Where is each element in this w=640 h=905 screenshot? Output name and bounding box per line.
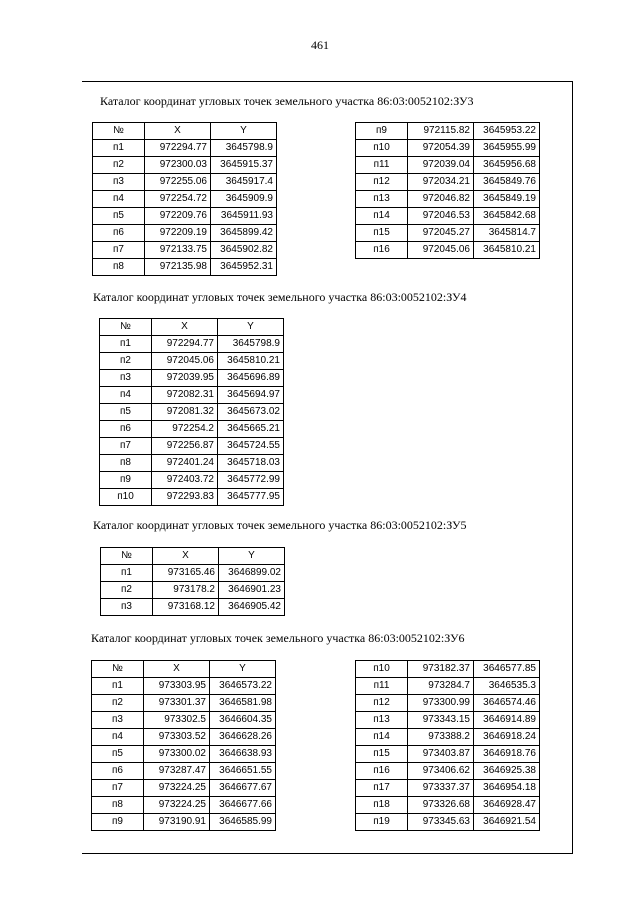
y-cell: 3645952.31 (211, 259, 277, 276)
table-row (356, 695, 540, 712)
y-cell: 3645696.89 (218, 370, 284, 387)
table-row (93, 242, 277, 259)
point-cell: п3 (101, 599, 153, 616)
coords-table-zu6-part1 (91, 660, 276, 831)
table-row (356, 814, 540, 831)
x-cell: 972255.06 (145, 174, 211, 191)
y-cell: 3646535.3 (474, 678, 540, 695)
point-cell: п19 (356, 814, 408, 831)
header-x: X (152, 319, 218, 336)
y-cell: 3645777.95 (218, 489, 284, 506)
x-cell: 973303.52 (144, 729, 210, 746)
x-cell: 973403.87 (408, 746, 474, 763)
table-row (92, 712, 276, 729)
y-cell: 3646574.46 (474, 695, 540, 712)
y-cell: 3646954.18 (474, 780, 540, 797)
point-cell: п8 (93, 259, 145, 276)
coords-table-zu6-part2 (355, 660, 540, 831)
y-cell: 3645955.99 (474, 140, 540, 157)
point-cell: п6 (93, 225, 145, 242)
y-cell: 3646918.76 (474, 746, 540, 763)
table-row (100, 336, 284, 353)
y-cell: 3646899.02 (219, 565, 285, 582)
y-cell: 3646585.99 (210, 814, 276, 831)
x-cell: 972045.06 (408, 242, 474, 259)
header-num: № (92, 661, 144, 678)
page-number: 461 (311, 38, 329, 52)
x-cell: 973388.2 (408, 729, 474, 746)
x-cell: 972039.95 (152, 370, 218, 387)
table-row (356, 712, 540, 729)
y-cell: 3646628.26 (210, 729, 276, 746)
point-cell: п12 (356, 695, 408, 712)
y-cell: 3645902.82 (211, 242, 277, 259)
table-row (100, 472, 284, 489)
header-x: X (144, 661, 210, 678)
point-cell: п9 (92, 814, 144, 831)
header-y: Y (218, 319, 284, 336)
y-cell: 3646581.98 (210, 695, 276, 712)
header-y: Y (219, 548, 285, 565)
point-cell: п2 (92, 695, 144, 712)
point-cell: п17 (356, 780, 408, 797)
table-row (101, 565, 285, 582)
y-cell: 3645915.37 (211, 157, 277, 174)
y-cell: 3645956.68 (474, 157, 540, 174)
point-cell: п11 (356, 678, 408, 695)
point-cell: п2 (100, 353, 152, 370)
x-cell: 973300.02 (144, 746, 210, 763)
y-cell: 3645810.21 (474, 242, 540, 259)
y-cell: 3646921.54 (474, 814, 540, 831)
point-cell: п7 (92, 780, 144, 797)
x-cell: 973182.37 (408, 661, 474, 678)
point-cell: п6 (92, 763, 144, 780)
y-cell: 3645917.4 (211, 174, 277, 191)
point-cell: п18 (356, 797, 408, 814)
coords-table-zu5 (100, 547, 285, 616)
y-cell: 3646677.67 (210, 780, 276, 797)
table-row (356, 678, 540, 695)
point-cell: п3 (93, 174, 145, 191)
y-cell: 3646901.23 (219, 582, 285, 599)
x-cell: 972254.72 (145, 191, 211, 208)
x-cell: 972115.82 (408, 123, 474, 140)
point-cell: п13 (356, 712, 408, 729)
x-cell: 972300.03 (145, 157, 211, 174)
table-row (93, 157, 277, 174)
table-row (92, 695, 276, 712)
header-y: Y (210, 661, 276, 678)
point-cell: п10 (356, 661, 408, 678)
y-cell: 3645814.7 (474, 225, 540, 242)
y-cell: 3645849.76 (474, 174, 540, 191)
point-cell: п4 (92, 729, 144, 746)
point-cell: п1 (92, 678, 144, 695)
header-x: X (145, 123, 211, 140)
point-cell: п16 (356, 242, 408, 259)
point-cell: п3 (100, 370, 152, 387)
point-cell: п3 (92, 712, 144, 729)
x-cell: 973301.37 (144, 695, 210, 712)
header-y: Y (211, 123, 277, 140)
x-cell: 973343.15 (408, 712, 474, 729)
point-cell: п14 (356, 208, 408, 225)
y-cell: 3646677.66 (210, 797, 276, 814)
point-cell: п14 (356, 729, 408, 746)
table-row (356, 225, 540, 242)
x-cell: 973345.63 (408, 814, 474, 831)
y-cell: 3645909.9 (211, 191, 277, 208)
x-cell: 972081.32 (152, 404, 218, 421)
point-cell: п15 (356, 225, 408, 242)
y-cell: 3646651.55 (210, 763, 276, 780)
table-row (93, 208, 277, 225)
point-cell: п4 (100, 387, 152, 404)
x-cell: 973406.62 (408, 763, 474, 780)
point-cell: п9 (356, 123, 408, 140)
table-header-row (100, 319, 284, 336)
y-cell: 3646925.38 (474, 763, 540, 780)
point-cell: п2 (93, 157, 145, 174)
table-row (356, 763, 540, 780)
point-cell: п12 (356, 174, 408, 191)
table-row (100, 370, 284, 387)
table-row (92, 797, 276, 814)
coords-table-zu4 (99, 318, 284, 506)
x-cell: 973302.5 (144, 712, 210, 729)
table-row (356, 661, 540, 678)
table-row (93, 140, 277, 157)
y-cell: 3646577.85 (474, 661, 540, 678)
header-x: X (153, 548, 219, 565)
y-cell: 3645849.19 (474, 191, 540, 208)
x-cell: 972133.75 (145, 242, 211, 259)
y-cell: 3645953.22 (474, 123, 540, 140)
table-header-row (92, 661, 276, 678)
x-cell: 973284.7 (408, 678, 474, 695)
table-row (101, 582, 285, 599)
point-cell: п1 (100, 336, 152, 353)
table-row (93, 191, 277, 208)
point-cell: п1 (101, 565, 153, 582)
header-num: № (100, 319, 152, 336)
point-cell: п2 (101, 582, 153, 599)
point-cell: п8 (92, 797, 144, 814)
table-header-row (93, 123, 277, 140)
table-row (92, 678, 276, 695)
table-row (356, 123, 540, 140)
table-row (92, 814, 276, 831)
point-cell: п1 (93, 140, 145, 157)
x-cell: 972045.06 (152, 353, 218, 370)
x-cell: 973224.25 (144, 797, 210, 814)
table-row (356, 780, 540, 797)
table-row (100, 438, 284, 455)
y-cell: 3645724.55 (218, 438, 284, 455)
table-row (92, 780, 276, 797)
header-num: № (93, 123, 145, 140)
point-cell: п5 (92, 746, 144, 763)
y-cell: 3645694.97 (218, 387, 284, 404)
x-cell: 972046.53 (408, 208, 474, 225)
y-cell: 3646573.22 (210, 678, 276, 695)
y-cell: 3646905.42 (219, 599, 285, 616)
table-row (100, 421, 284, 438)
point-cell: п4 (93, 191, 145, 208)
x-cell: 972294.77 (145, 140, 211, 157)
x-cell: 972209.76 (145, 208, 211, 225)
point-cell: п15 (356, 746, 408, 763)
y-cell: 3646604.35 (210, 712, 276, 729)
table-row (100, 404, 284, 421)
x-cell: 972254.2 (152, 421, 218, 438)
x-cell: 973168.12 (153, 599, 219, 616)
table-row (356, 797, 540, 814)
y-cell: 3645798.9 (218, 336, 284, 353)
x-cell: 972045.27 (408, 225, 474, 242)
section-title-zu6: Каталог координат угловых точек земельного участка 86:03:0052102:ЗУ6 (91, 631, 465, 645)
point-cell: п8 (100, 455, 152, 472)
x-cell: 972403.72 (152, 472, 218, 489)
table-row (356, 242, 540, 259)
x-cell: 972135.98 (145, 259, 211, 276)
section-title-zu3: Каталог координат угловых точек земельного участка 86:03:0052102:ЗУ3 (100, 94, 474, 108)
point-cell: п9 (100, 472, 152, 489)
table-row (92, 746, 276, 763)
table-row (100, 387, 284, 404)
x-cell: 972294.77 (152, 336, 218, 353)
table-row (356, 729, 540, 746)
x-cell: 972039.04 (408, 157, 474, 174)
table-row (93, 259, 277, 276)
header-num: № (101, 548, 153, 565)
point-cell: п16 (356, 763, 408, 780)
table-row (101, 599, 285, 616)
point-cell: п7 (93, 242, 145, 259)
table-row (92, 729, 276, 746)
x-cell: 972082.31 (152, 387, 218, 404)
coords-table-zu3-part2 (355, 122, 540, 259)
table-row (356, 174, 540, 191)
point-cell: п6 (100, 421, 152, 438)
x-cell: 972293.83 (152, 489, 218, 506)
table-row (356, 208, 540, 225)
x-cell: 972034.21 (408, 174, 474, 191)
y-cell: 3645899.42 (211, 225, 277, 242)
point-cell: п5 (100, 404, 152, 421)
table-row (356, 140, 540, 157)
section-title-zu5: Каталог координат угловых точек земельного участка 86:03:0052102:ЗУ5 (93, 518, 467, 532)
y-cell: 3645810.21 (218, 353, 284, 370)
x-cell: 972046.82 (408, 191, 474, 208)
point-cell: п11 (356, 157, 408, 174)
x-cell: 973190.91 (144, 814, 210, 831)
x-cell: 973224.25 (144, 780, 210, 797)
y-cell: 3646914.89 (474, 712, 540, 729)
coords-table-zu3-part1 (92, 122, 277, 276)
point-cell: п5 (93, 208, 145, 225)
x-cell: 972401.24 (152, 455, 218, 472)
x-cell: 972256.87 (152, 438, 218, 455)
x-cell: 973303.95 (144, 678, 210, 695)
table-row (92, 763, 276, 780)
table-row (356, 746, 540, 763)
table-row (93, 174, 277, 191)
y-cell: 3645842.68 (474, 208, 540, 225)
table-row (100, 489, 284, 506)
y-cell: 3645911.93 (211, 208, 277, 225)
x-cell: 973337.37 (408, 780, 474, 797)
y-cell: 3646918.24 (474, 729, 540, 746)
y-cell: 3646638.93 (210, 746, 276, 763)
table-row (100, 455, 284, 472)
x-cell: 973165.46 (153, 565, 219, 582)
y-cell: 3646928.47 (474, 797, 540, 814)
y-cell: 3645772.99 (218, 472, 284, 489)
table-row (356, 157, 540, 174)
point-cell: п13 (356, 191, 408, 208)
table-row (93, 225, 277, 242)
y-cell: 3645673.02 (218, 404, 284, 421)
point-cell: п10 (356, 140, 408, 157)
section-title-zu4: Каталог координат угловых точек земельного участка 86:03:0052102:ЗУ4 (93, 290, 467, 304)
table-row (100, 353, 284, 370)
y-cell: 3645798.9 (211, 140, 277, 157)
point-cell: п7 (100, 438, 152, 455)
y-cell: 3645665.21 (218, 421, 284, 438)
table-header-row (101, 548, 285, 565)
x-cell: 972209.19 (145, 225, 211, 242)
x-cell: 972054.39 (408, 140, 474, 157)
point-cell: п10 (100, 489, 152, 506)
table-row (356, 191, 540, 208)
y-cell: 3645718.03 (218, 455, 284, 472)
x-cell: 973326.68 (408, 797, 474, 814)
x-cell: 973300.99 (408, 695, 474, 712)
x-cell: 973178.2 (153, 582, 219, 599)
x-cell: 973287.47 (144, 763, 210, 780)
